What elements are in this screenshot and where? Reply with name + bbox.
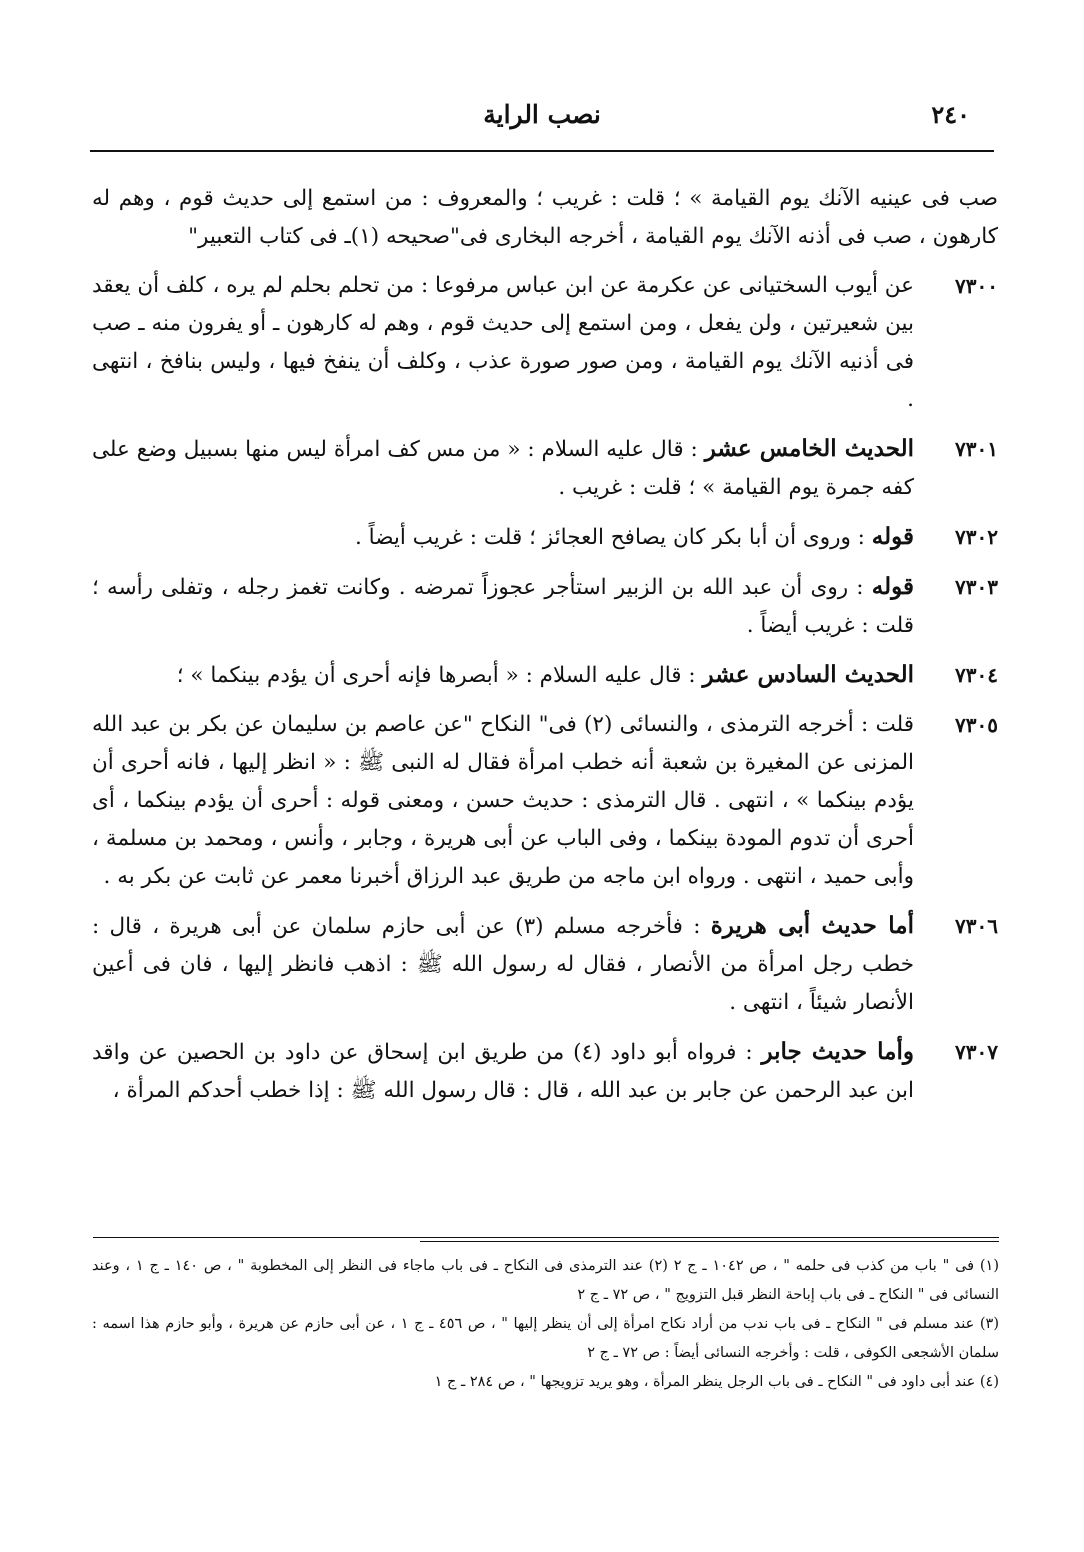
footnote-3: (٣) عند مسلم فى " النكاح ـ فى باب ندب من أراد نكاح امرأة إلى أن ينظر إليها " ، ص ٤٥٦ ـ ج ١ ، عن أبى حازم عن هريرة ، وأبو حازم هذا اسمه : سلمان الأشجعى الكوفى ، قلت : وأخرجه النسائى أيضاً : ص ٧٢ ـ ج ٢ xyxy=(92,1316,1000,1361)
paragraph-text: عن أيوب السختيانى عن عكرمة عن ابن عباس مرفوعا : من تحلم بحلم لم يره ، كلف أن يعقد بين شعيرتين ، ولن يفعل ، ومن استمع إلى حديث قوم ، وهم له كارهون ـ أو يفرون منه ـ صب فى أذنيه الآنك يوم القيامة ، ومن صور صورة عذب ، وكلف أن ينفخ فيها ، وليس بنافخ ، انتهى . xyxy=(92,273,914,412)
paragraph-7302 xyxy=(92,518,998,557)
paragraph-7300 xyxy=(92,267,998,419)
main-text xyxy=(92,180,998,1121)
page-header xyxy=(92,100,992,144)
paragraph-number: ٧٣٠٧ xyxy=(955,1040,998,1064)
paragraph-number: ٧٣٠٥ xyxy=(955,713,998,737)
paragraph-heading: الحديث الخامس عشر xyxy=(704,435,914,462)
paragraph-7301 xyxy=(92,430,998,507)
header-rule xyxy=(90,150,994,152)
paragraph-7303 xyxy=(92,568,998,645)
paragraph-heading: وأما حديث جابر xyxy=(761,1038,914,1065)
paragraph-heading: قوله xyxy=(871,523,914,550)
paragraph-text: : وروى أن أبا بكر كان يصافح العجائز ؛ قلت : غريب أيضاً . xyxy=(355,525,865,550)
paragraph-heading: قوله xyxy=(871,573,914,600)
paragraph-number: ٧٣٠٦ xyxy=(955,914,998,938)
paragraph-heading: الحديث السادس عشر xyxy=(702,661,914,688)
paragraph-7304 xyxy=(92,656,998,695)
paragraph-7306 xyxy=(92,907,998,1022)
paragraph-text: : روى أن عبد الله بن الزبير استأجر عجوزاً تمرضه . وكانت تغمز رجله ، وتفلى رأسه ؛ قلت : غريب أيضاً . xyxy=(92,575,914,638)
paragraph-text: : فرواه أبو داود (٤) من طريق ابن إسحاق عن داود بن الحصين عن واقد ابن عبد الرحمن عن جابر بن عبد الله ، قال : قال رسول الله ﷺ : إذا خطب أحدكم المرأة ، xyxy=(92,1040,914,1103)
paragraph-number: ٧٣٠٠ xyxy=(955,274,998,298)
paragraph-7305 xyxy=(92,706,998,896)
paragraph-heading: أما حديث أبى هريرة xyxy=(710,912,914,939)
paragraph-text: : قال عليه السلام : « من مس كف امرأة ليس منها بسبيل وضع على كفه جمرة يوم القيامة » ؛ قلت : غريب . xyxy=(92,437,914,500)
paragraph-text: قلت : أخرجه الترمذى ، والنسائى (٢) فى" النكاح "عن عاصم بن سليمان عن بكر بن عبد الله المزنى عن المغيرة بن شعبة أنه خطب امرأة فقال له النبى ﷺ : « انظر إليها ، فانه أحرى أن يؤدم بينكما » ، انتهى . قال الترمذى : حديث حسن ، ومعنى قوله : أحرى أن يؤدم بينكما ، أى أحرى أن تدوم المودة بينكما ، وفى الباب عن أبى هريرة ، وجابر ، وأنس ، ومحمد بن مسلمة ، وأبى حميد ، انتهى . ورواه ابن ماجه من طريق عبد الرزاق أخبرنا معمر عن ثابت عن بكر به . xyxy=(92,712,915,889)
paragraph-number: ٧٣٠٢ xyxy=(955,525,998,549)
paragraph-number: ٧٣٠٤ xyxy=(955,663,998,687)
paragraph-text: : فأخرجه مسلم (٣) عن أبى حازم سلمان عن أبى هريرة ، قال : خطب رجل امرأة من الأنصار ، فقال له رسول الله ﷺ : اذهب فانظر إليها ، فان فى أعين الأنصار شيئاً ، انتهى . xyxy=(92,914,914,1015)
paragraph-continuation xyxy=(92,180,998,256)
paragraph-number: ٧٣٠١ xyxy=(955,437,998,461)
footnote-separator-thin xyxy=(420,1241,999,1242)
footnote-4: (٤) عند أبى داود فى " النكاح ـ فى باب الرجل ينظر المرأة ، وهو يريد تزويجها " ، ص ٢٨٤ ـ ج ١ xyxy=(434,1374,999,1390)
footnotes xyxy=(92,1252,999,1397)
paragraph-number: ٧٣٠٣ xyxy=(955,575,998,599)
paragraph-text: : قال عليه السلام : « أبصرها فإنه أحرى أن يؤدم بينكما » ؛ xyxy=(176,663,696,688)
running-title: نصب الراية xyxy=(483,100,601,129)
paragraph-text: صب فى عينيه الآنك يوم القيامة » ؛ قلت : غريب ؛ والمعروف : من استمع إلى حديث قوم ، وهم له كارهون ، صب فى أذنه الآنك يوم القيامة ، أخرجه البخارى فى"صحيحه (١)ـ فى كتاب التعبير" xyxy=(92,186,998,249)
footnote-separator xyxy=(93,1237,999,1238)
paragraph-7307 xyxy=(92,1033,998,1110)
footnote-1-2: (١) فى " باب من كذب فى حلمه " ، ص ١٠٤٢ ـ ج ٢ (٢) عند الترمذى فى النكاح ـ فى باب ماجاء فى النظر إلى المخطوبة " ، ص ١٤٠ ـ ج ١ ، وعند النسائى فى " النكاح ـ فى باب إباحة النظر قبل التزويج " ، ص ٧٢ ـ ج ٢ xyxy=(92,1258,1000,1303)
page-number: ٢٤٠ xyxy=(931,100,970,129)
